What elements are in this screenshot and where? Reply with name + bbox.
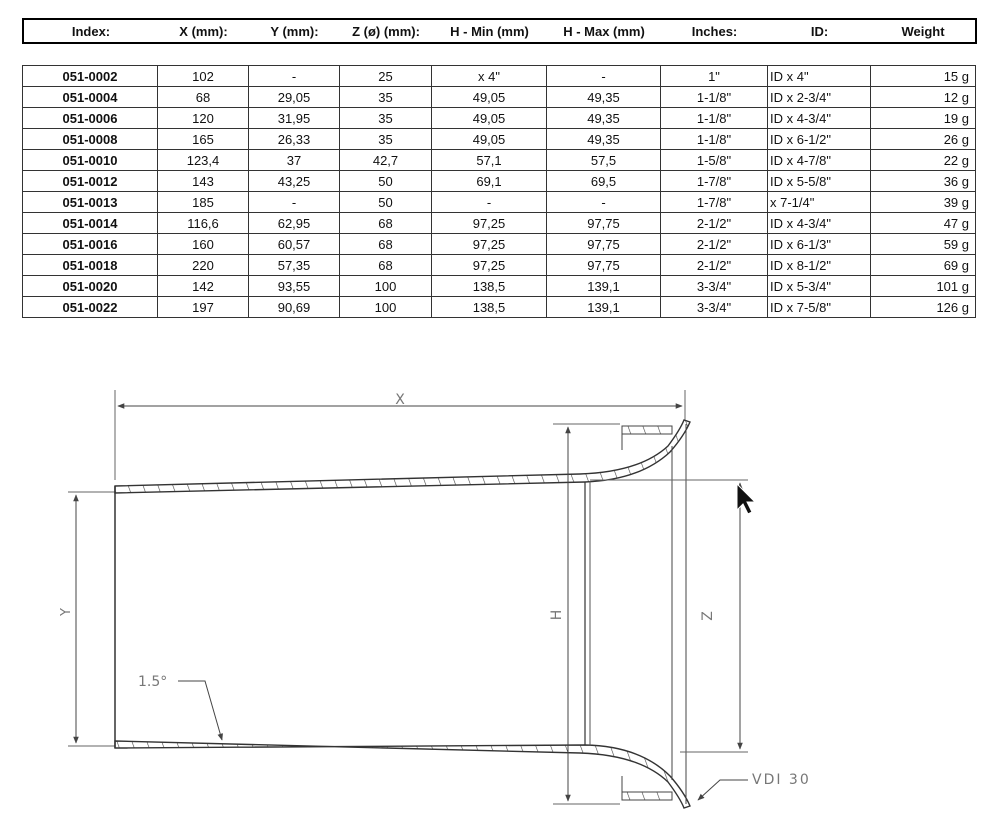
cell-h-min: 49,05	[432, 87, 547, 108]
cell-index: 051-0018	[23, 255, 158, 276]
cell-z: 42,7	[340, 150, 432, 171]
header-h-max: H - Max (mm)	[563, 23, 645, 39]
cell-index: 051-0012	[23, 171, 158, 192]
cell-y: 43,25	[249, 171, 340, 192]
cell-id: ID x 6-1/3"	[768, 234, 871, 255]
dimension-x	[115, 390, 685, 480]
table-row	[23, 108, 976, 129]
cell-h-max: 97,75	[547, 213, 661, 234]
cell-z: 68	[340, 255, 432, 276]
header-z: Z (ø) (mm):	[352, 23, 420, 39]
cell-h-min: 49,05	[432, 108, 547, 129]
label-angle: 1.5°	[138, 674, 168, 690]
table-row	[23, 276, 976, 297]
cell-index: 051-0008	[23, 129, 158, 150]
table-row	[23, 171, 976, 192]
cell-h-min: 57,1	[432, 150, 547, 171]
data-table	[22, 65, 976, 318]
cell-x: 185	[158, 192, 249, 213]
cell-h-max: 139,1	[547, 276, 661, 297]
cell-id: ID x 4-3/4"	[768, 213, 871, 234]
label-y: Y	[59, 608, 74, 616]
cell-z: 68	[340, 234, 432, 255]
cell-x: 160	[158, 234, 249, 255]
cell-h-max: 49,35	[547, 87, 661, 108]
label-z: Z	[700, 611, 716, 621]
cell-id: ID x 7-5/8"	[768, 297, 871, 318]
cell-h-max: -	[547, 66, 661, 87]
cell-weight: 12 g	[871, 87, 976, 108]
table-row	[23, 87, 976, 108]
cell-h-max: 49,35	[547, 108, 661, 129]
label-h: H	[549, 609, 565, 621]
header-inches: Inches:	[691, 23, 738, 39]
table-row	[23, 150, 976, 171]
cell-y: 62,95	[249, 213, 340, 234]
cell-z: 35	[340, 87, 432, 108]
cell-index: 051-0013	[23, 192, 158, 213]
cell-z: 68	[340, 213, 432, 234]
cell-x: 197	[158, 297, 249, 318]
cell-weight: 126 g	[871, 297, 976, 318]
cell-h-max: 49,35	[547, 129, 661, 150]
pipe-body	[115, 420, 690, 808]
cell-y: 29,05	[249, 87, 340, 108]
cell-inches: 1"	[661, 66, 768, 87]
table-row	[23, 66, 976, 87]
cell-weight: 19 g	[871, 108, 976, 129]
dimension-z	[590, 480, 748, 752]
cell-x: 102	[158, 66, 249, 87]
table-row	[23, 255, 976, 276]
cell-id: ID x 6-1/2"	[768, 129, 871, 150]
cell-x: 165	[158, 129, 249, 150]
cell-weight: 36 g	[871, 171, 976, 192]
cell-weight: 47 g	[871, 213, 976, 234]
cell-index: 051-0004	[23, 87, 158, 108]
cell-inches: 1-7/8"	[661, 192, 768, 213]
cell-x: 116,6	[158, 213, 249, 234]
cell-z: 25	[340, 66, 432, 87]
cell-y: -	[249, 192, 340, 213]
cell-inches: 2-1/2"	[661, 255, 768, 276]
header-h-min: H - Min (mm)	[450, 23, 529, 39]
cell-z: 100	[340, 276, 432, 297]
header-x: X (mm):	[179, 23, 228, 39]
cell-h-min: -	[432, 192, 547, 213]
cell-weight: 59 g	[871, 234, 976, 255]
table-header	[22, 18, 977, 44]
cell-id: ID x 5-3/4"	[768, 276, 871, 297]
technical-drawing	[0, 380, 1000, 826]
table-row	[23, 192, 976, 213]
cell-z: 100	[340, 297, 432, 318]
cell-index: 051-0014	[23, 213, 158, 234]
header-weight: Weight	[901, 23, 945, 39]
cell-index: 051-0002	[23, 66, 158, 87]
cell-inches: 1-1/8"	[661, 108, 768, 129]
header-y: Y (mm):	[270, 23, 319, 39]
cell-x: 142	[158, 276, 249, 297]
table-row	[23, 129, 976, 150]
cell-h-min: 97,25	[432, 213, 547, 234]
cell-id: ID x 4-7/8"	[768, 150, 871, 171]
cell-weight: 22 g	[871, 150, 976, 171]
cell-id: ID x 5-5/8"	[768, 171, 871, 192]
cell-h-min: 49,05	[432, 129, 547, 150]
cell-weight: 101 g	[871, 276, 976, 297]
cell-h-max: 139,1	[547, 297, 661, 318]
cell-y: 90,69	[249, 297, 340, 318]
cell-id: ID x 4"	[768, 66, 871, 87]
cell-id: ID x 8-1/2"	[768, 255, 871, 276]
cell-h-max: 97,75	[547, 234, 661, 255]
table-row	[23, 234, 976, 255]
cell-index: 051-0010	[23, 150, 158, 171]
cell-index: 051-0022	[23, 297, 158, 318]
cell-inches: 2-1/2"	[661, 234, 768, 255]
cell-inches: 3-3/4"	[661, 297, 768, 318]
cell-z: 50	[340, 192, 432, 213]
cell-y: 57,35	[249, 255, 340, 276]
dimension-y	[59, 492, 115, 746]
header-id: ID:	[810, 23, 829, 39]
cell-x: 123,4	[158, 150, 249, 171]
cell-weight: 39 g	[871, 192, 976, 213]
cell-y: 60,57	[249, 234, 340, 255]
cell-h-max: 69,5	[547, 171, 661, 192]
cell-z: 50	[340, 171, 432, 192]
cell-id: ID x 4-3/4"	[768, 108, 871, 129]
cell-weight: 69 g	[871, 255, 976, 276]
label-x: X	[395, 392, 405, 408]
cell-h-max: 57,5	[547, 150, 661, 171]
cell-h-min: x 4"	[432, 66, 547, 87]
cell-h-min: 69,1	[432, 171, 547, 192]
cell-inches: 1-5/8"	[661, 150, 768, 171]
cell-h-min: 97,25	[432, 234, 547, 255]
table-row	[23, 213, 976, 234]
cell-index: 051-0006	[23, 108, 158, 129]
header-index: Index:	[71, 23, 111, 39]
cell-y: -	[249, 66, 340, 87]
cell-inches: 2-1/2"	[661, 213, 768, 234]
cell-weight: 26 g	[871, 129, 976, 150]
cell-y: 93,55	[249, 276, 340, 297]
cell-x: 68	[158, 87, 249, 108]
cell-h-max: 97,75	[547, 255, 661, 276]
cell-h-min: 97,25	[432, 255, 547, 276]
table-row	[23, 297, 976, 318]
angle-callout	[138, 674, 222, 740]
cell-inches: 1-1/8"	[661, 129, 768, 150]
cell-z: 35	[340, 129, 432, 150]
cell-y: 37	[249, 150, 340, 171]
label-vdi: VDI 30	[752, 772, 811, 788]
cell-y: 26,33	[249, 129, 340, 150]
cell-index: 051-0020	[23, 276, 158, 297]
cell-weight: 15 g	[871, 66, 976, 87]
cell-index: 051-0016	[23, 234, 158, 255]
cell-z: 35	[340, 108, 432, 129]
cell-inches: 1-1/8"	[661, 87, 768, 108]
cell-x: 220	[158, 255, 249, 276]
cell-inches: 3-3/4"	[661, 276, 768, 297]
cell-id: ID x 2-3/4"	[768, 87, 871, 108]
cell-x: 120	[158, 108, 249, 129]
vdi-callout	[698, 772, 811, 800]
cell-y: 31,95	[249, 108, 340, 129]
cell-h-max: -	[547, 192, 661, 213]
cell-h-min: 138,5	[432, 276, 547, 297]
cell-id: x 7-1/4"	[768, 192, 871, 213]
cell-x: 143	[158, 171, 249, 192]
cell-inches: 1-7/8"	[661, 171, 768, 192]
cell-h-min: 138,5	[432, 297, 547, 318]
